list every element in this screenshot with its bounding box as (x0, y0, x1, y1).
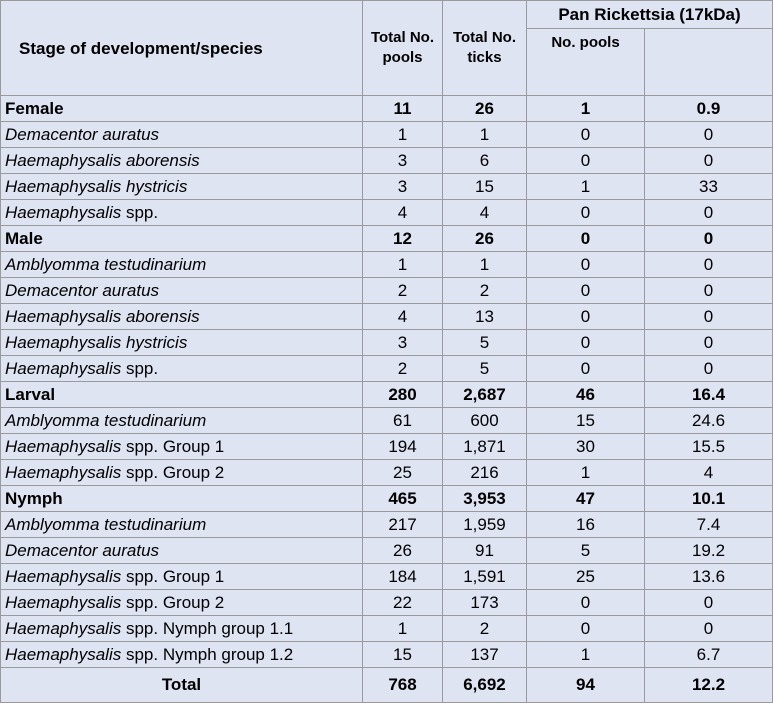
species-genus: Haemaphysalis (5, 203, 122, 222)
total-label: Total (1, 668, 363, 703)
table-row (1, 512, 773, 538)
total-pools-cell: 12 (363, 226, 443, 252)
species-genus: Haemaphysalis hystricis (5, 333, 188, 352)
species-genus: Haemaphysalis (5, 437, 122, 456)
total-pools-cell: 25 (363, 460, 443, 486)
positive-pools-cell: 30 (527, 434, 645, 460)
total-ticks-cell: 1 (443, 122, 527, 148)
pan-rickettsia-header: Pan Rickettsia (17kDa) (527, 1, 773, 29)
total-ticks: 6,692 (443, 668, 527, 703)
table-row (1, 356, 773, 382)
mir-cell: 0 (645, 330, 773, 356)
group-name: Nymph (1, 486, 363, 512)
mir-cell: 0 (645, 226, 773, 252)
total-pools-cell: 280 (363, 382, 443, 408)
total-ticks-cell: 1,591 (443, 564, 527, 590)
mir-cell: 15.5 (645, 434, 773, 460)
mir-cell: 16.4 (645, 382, 773, 408)
table-row (1, 434, 773, 460)
species-name (1, 616, 363, 642)
table-body (1, 96, 773, 668)
total-pools-cell: 1 (363, 616, 443, 642)
total-ticks-cell: 3,953 (443, 486, 527, 512)
table-row (1, 174, 773, 200)
positive-pools-cell: 1 (527, 642, 645, 668)
positive-pools-cell: 0 (527, 252, 645, 278)
total-ticks-cell: 5 (443, 330, 527, 356)
positive-pools-cell: 0 (527, 330, 645, 356)
table-row (1, 330, 773, 356)
positive-pools-cell: 0 (527, 356, 645, 382)
total-pools-cell: 465 (363, 486, 443, 512)
positive-pools-cell: 46 (527, 382, 645, 408)
positive-pools-cell: 47 (527, 486, 645, 512)
total-ticks-cell: 13 (443, 304, 527, 330)
table-row (1, 200, 773, 226)
species-genus: Haemaphysalis (5, 619, 122, 638)
total-ticks-header: Total No. ticks (443, 1, 527, 96)
positive-pools-cell: 0 (527, 304, 645, 330)
group-row (1, 486, 773, 512)
positive-pools-cell: 15 (527, 408, 645, 434)
group-name: Female (1, 96, 363, 122)
group-row (1, 96, 773, 122)
mir-cell: 0 (645, 304, 773, 330)
total-pools-cell: 194 (363, 434, 443, 460)
total-ticks-cell: 1,871 (443, 434, 527, 460)
total-pools-cell: 3 (363, 174, 443, 200)
mir-cell: 0 (645, 252, 773, 278)
positive-pools-cell: 1 (527, 96, 645, 122)
mir-cell: 0 (645, 148, 773, 174)
species-name (1, 434, 363, 460)
total-pools-cell: 4 (363, 304, 443, 330)
mir-cell: 0 (645, 356, 773, 382)
total-pools-cell: 11 (363, 96, 443, 122)
mir-cell: 4 (645, 460, 773, 486)
mir-cell: 0 (645, 616, 773, 642)
species-genus: Amblyomma testudinarium (5, 255, 207, 274)
species-genus: Haemaphysalis (5, 645, 122, 664)
total-pools: 768 (363, 668, 443, 703)
stage-header: Stage of development/species (1, 1, 363, 96)
species-suffix: spp. Group 2 (121, 593, 225, 612)
total-ticks-cell: 216 (443, 460, 527, 486)
total-ticks-cell: 5 (443, 356, 527, 382)
mir-cell: 7.4 (645, 512, 773, 538)
species-name (1, 304, 363, 330)
mir-cell: 0 (645, 590, 773, 616)
total-ticks-cell: 91 (443, 538, 527, 564)
table-row (1, 408, 773, 434)
total-ticks-cell: 173 (443, 590, 527, 616)
group-name: Male (1, 226, 363, 252)
species-genus: Demacentor auratus (5, 541, 160, 560)
total-pools-cell: 61 (363, 408, 443, 434)
total-pools-cell: 1 (363, 122, 443, 148)
total-ticks-cell: 2 (443, 278, 527, 304)
table-row (1, 564, 773, 590)
species-genus: Haemaphysalis (5, 593, 122, 612)
species-name (1, 174, 363, 200)
total-mir: 12.2 (645, 668, 773, 703)
total-ticks-cell: 600 (443, 408, 527, 434)
species-name (1, 642, 363, 668)
total-pools-cell: 26 (363, 538, 443, 564)
species-name (1, 200, 363, 226)
species-name (1, 356, 363, 382)
species-suffix: spp. Group 2 (121, 463, 225, 482)
positive-pools-cell: 0 (527, 590, 645, 616)
species-name (1, 278, 363, 304)
species-genus: Haemaphysalis hystricis (5, 177, 188, 196)
total-ticks-cell: 6 (443, 148, 527, 174)
table-row (1, 148, 773, 174)
total-pools-cell: 217 (363, 512, 443, 538)
total-pools-cell: 184 (363, 564, 443, 590)
mir-cell: 33 (645, 174, 773, 200)
positive-pools-cell: 0 (527, 278, 645, 304)
total-positive-pools: 94 (527, 668, 645, 703)
species-genus: Haemaphysalis (5, 359, 122, 378)
species-genus: Haemaphysalis aborensis (5, 151, 200, 170)
positive-pools-cell: 0 (527, 616, 645, 642)
mir-cell: 0 (645, 122, 773, 148)
table-row (1, 278, 773, 304)
species-suffix: spp. Nymph group 1.2 (121, 645, 294, 664)
table-row (1, 460, 773, 486)
total-pools-cell: 15 (363, 642, 443, 668)
species-genus: Demacentor auratus (5, 281, 160, 300)
species-name (1, 330, 363, 356)
positive-pools-cell: 0 (527, 148, 645, 174)
table-row (1, 590, 773, 616)
mir-cell: 13.6 (645, 564, 773, 590)
positive-pools-cell: 1 (527, 174, 645, 200)
table-row (1, 538, 773, 564)
total-ticks-cell: 1 (443, 252, 527, 278)
positive-pools-cell: 25 (527, 564, 645, 590)
total-pools-cell: 2 (363, 278, 443, 304)
positive-pools-cell: 0 (527, 200, 645, 226)
total-pools-cell: 1 (363, 252, 443, 278)
mir-cell: 6.7 (645, 642, 773, 668)
species-suffix: spp. Nymph group 1.1 (121, 619, 294, 638)
table-row (1, 642, 773, 668)
species-genus: Haemaphysalis (5, 567, 122, 586)
mir-cell: 24.6 (645, 408, 773, 434)
positive-pools-cell: 1 (527, 460, 645, 486)
species-suffix: spp. (121, 203, 159, 222)
mir-header (645, 29, 773, 96)
species-name (1, 252, 363, 278)
mir-cell: 0.9 (645, 96, 773, 122)
table-row (1, 616, 773, 642)
species-name (1, 460, 363, 486)
total-ticks-cell: 2 (443, 616, 527, 642)
total-row (1, 668, 773, 703)
total-ticks-cell: 26 (443, 96, 527, 122)
mir-cell: 0 (645, 200, 773, 226)
table-row (1, 252, 773, 278)
species-name (1, 122, 363, 148)
positive-pools-cell: 0 (527, 122, 645, 148)
species-name (1, 538, 363, 564)
mir-cell: 10.1 (645, 486, 773, 512)
no-pools-header: No. pools (527, 29, 645, 96)
total-ticks-cell: 26 (443, 226, 527, 252)
total-ticks-cell: 137 (443, 642, 527, 668)
total-ticks-cell: 1,959 (443, 512, 527, 538)
total-ticks-cell: 4 (443, 200, 527, 226)
table-row (1, 304, 773, 330)
species-genus: Haemaphysalis (5, 463, 122, 482)
species-suffix: spp. Group 1 (121, 437, 225, 456)
group-name: Larval (1, 382, 363, 408)
mir-cell: 19.2 (645, 538, 773, 564)
total-pools-cell: 22 (363, 590, 443, 616)
table-header (1, 1, 773, 96)
species-genus: Amblyomma testudinarium (5, 411, 207, 430)
positive-pools-cell: 16 (527, 512, 645, 538)
group-row (1, 226, 773, 252)
total-pools-cell: 3 (363, 148, 443, 174)
species-genus: Demacentor auratus (5, 125, 160, 144)
species-name (1, 148, 363, 174)
table-row (1, 122, 773, 148)
total-pools-cell: 3 (363, 330, 443, 356)
total-ticks-cell: 2,687 (443, 382, 527, 408)
species-name (1, 564, 363, 590)
mir-cell: 0 (645, 278, 773, 304)
positive-pools-cell: 5 (527, 538, 645, 564)
species-genus: Haemaphysalis aborensis (5, 307, 200, 326)
positive-pools-cell: 0 (527, 226, 645, 252)
species-suffix: spp. (121, 359, 159, 378)
species-name (1, 590, 363, 616)
total-pools-header: Total No. pools (363, 1, 443, 96)
total-pools-cell: 2 (363, 356, 443, 382)
total-ticks-cell: 15 (443, 174, 527, 200)
group-row (1, 382, 773, 408)
total-pools-cell: 4 (363, 200, 443, 226)
species-name (1, 408, 363, 434)
species-suffix: spp. Group 1 (121, 567, 225, 586)
species-genus: Amblyomma testudinarium (5, 515, 207, 534)
species-name (1, 512, 363, 538)
